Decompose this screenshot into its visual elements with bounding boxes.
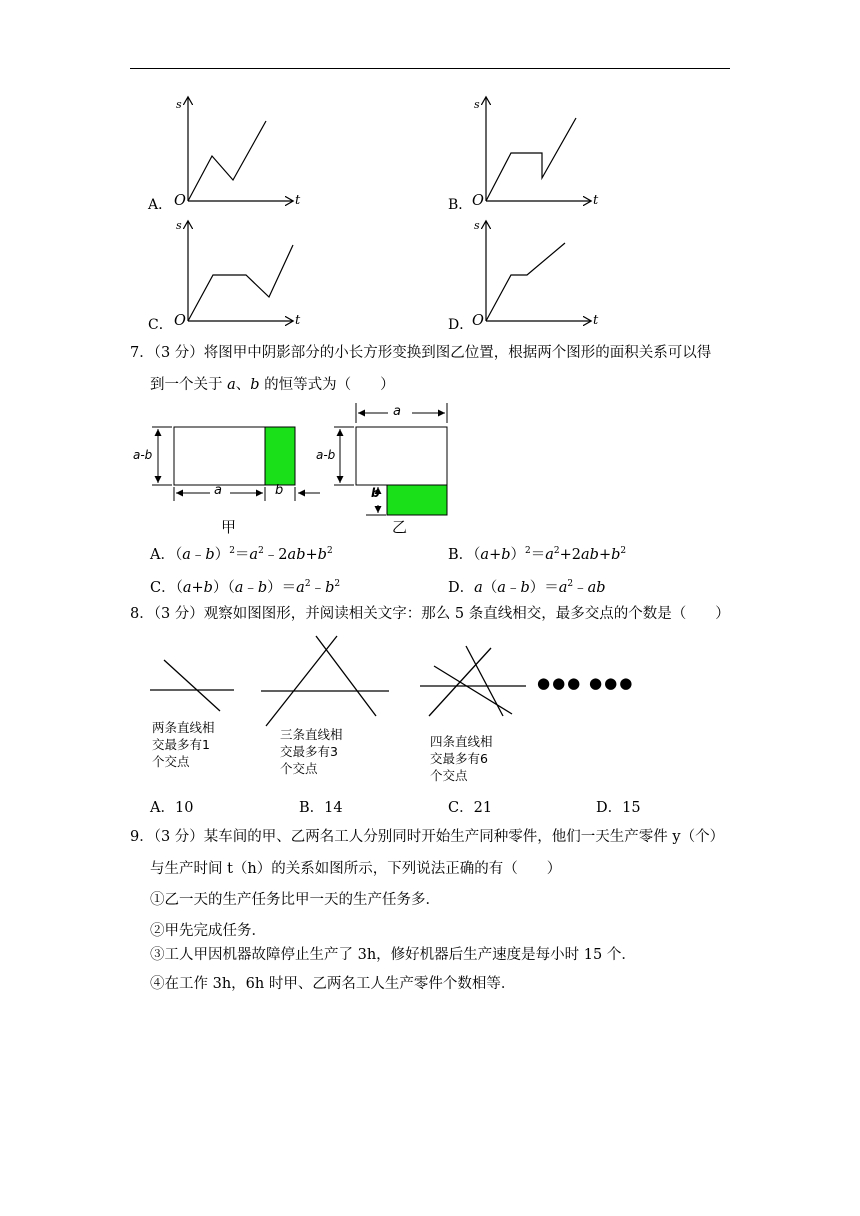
graph-a [188, 98, 292, 201]
q7-option-a[interactable]: A．$(a﹣b)^2=a^2﹣2ab+b^2$ [150, 546, 333, 563]
graph-b-s-label: s [474, 98, 480, 111]
q6-graphs [0, 0, 860, 340]
q9-statement-3: ③工人甲因机器故障停止生产了 3h，修好机器后生产速度是每小时 15 个． [150, 947, 636, 963]
q8-option-b[interactable]: B．14 [299, 800, 343, 816]
graph-b-origin: O [472, 193, 484, 209]
graph-d-origin: O [472, 313, 484, 329]
jia-caption: 甲 [221, 518, 237, 536]
graph-d-s-label: s [474, 219, 480, 232]
q8-option-a[interactable]: A．10 [150, 800, 194, 816]
q9-line1: 9．（3 分）某车间的甲、乙两名工人分别同时开始生产同种零件，他们一天生产零件 y（个） [130, 829, 725, 845]
graph-c-curve [188, 245, 293, 321]
q8-stem [130, 598, 735, 630]
graph-a-curve [188, 121, 266, 201]
jia-label-a: a [214, 483, 222, 498]
caption-two-lines: 两条直线相 交最多有1 个交点 [152, 720, 215, 769]
q7-option-b[interactable]: B．$(a+b)^2=a^2+2ab+b^2$ [448, 546, 627, 563]
yi-label-a: a [393, 404, 401, 419]
graph-c [188, 222, 293, 321]
q7-stem [130, 337, 735, 401]
q8-option-c[interactable]: C．21 [448, 800, 493, 816]
graph-c-s-label: s [176, 219, 182, 232]
q9-statement-2: ②甲先完成任务． [150, 923, 266, 939]
four-lines-figure [420, 646, 526, 716]
graph-d-curve [486, 243, 565, 321]
figure-yi [334, 403, 447, 515]
option-c-letter: C． [148, 317, 173, 333]
q9-statement-1: ①乙一天的生产任务比甲一天的生产任务多． [150, 892, 440, 908]
q7-figures [0, 395, 860, 535]
graph-d-t-label: t [593, 313, 599, 328]
q9-line2: 与生产时间 t（h）的关系如图所示，下列说法正确的有（ ） [150, 861, 562, 877]
graph-b-t-label: t [593, 193, 599, 208]
ellipsis-dots: ●●● ●●● [537, 674, 635, 692]
q8-line1: 8．（3 分）观察如图图形，并阅读相关文字：那么 5 条直线相交，最多交点的个数是（ ） [130, 606, 730, 622]
option-a-letter: A． [148, 197, 173, 213]
caption-three-lines: 三条直线相 交最多有3 个交点 [280, 727, 343, 776]
yi-caption: 乙 [392, 518, 408, 536]
q9-stem [130, 821, 735, 885]
yi-label-b: b [371, 486, 380, 500]
q8-line-figures [0, 630, 860, 730]
q7-option-c[interactable]: C．$(a+b)(a﹣b)=a^2﹣b^2$ [150, 579, 341, 596]
graph-c-origin: O [174, 313, 186, 329]
q8-option-d[interactable]: D．15 [596, 800, 641, 816]
option-d-letter: D． [448, 317, 474, 333]
q7-line2: 到一个关于 a、b 的恒等式为（ ） [150, 377, 395, 393]
q7-option-d[interactable]: D．$a(a﹣b)=a^2﹣ab$ [448, 579, 606, 596]
q9-statement-4: ④在工作 3h，6h 时甲、乙两名工人生产零件个数相等． [150, 976, 516, 992]
graph-a-origin: O [174, 193, 186, 209]
caption-four-lines: 四条直线相 交最多有6 个交点 [430, 734, 493, 783]
two-lines-figure [150, 660, 234, 711]
graph-c-t-label: t [295, 313, 301, 328]
q7-line1: 7．（3 分）将图甲中阴影部分的小长方形变换到图乙位置，根据两个图形的面积关系可以得 [130, 345, 712, 361]
yi-label-a-b: a-b [316, 448, 336, 462]
graph-a-s-label: s [176, 98, 182, 111]
three-lines-figure [261, 636, 389, 726]
jia-label-a-b: a-b [133, 448, 153, 462]
graph-a-t-label: t [295, 193, 301, 208]
option-b-letter: B． [448, 197, 473, 213]
graph-d [486, 222, 590, 321]
jia-shaded-rect [265, 427, 295, 485]
jia-label-b: b [275, 483, 284, 498]
yi-shaded-rect [387, 485, 447, 515]
graph-b-curve [486, 118, 576, 201]
graph-b [486, 98, 590, 201]
figure-jia [152, 427, 320, 501]
